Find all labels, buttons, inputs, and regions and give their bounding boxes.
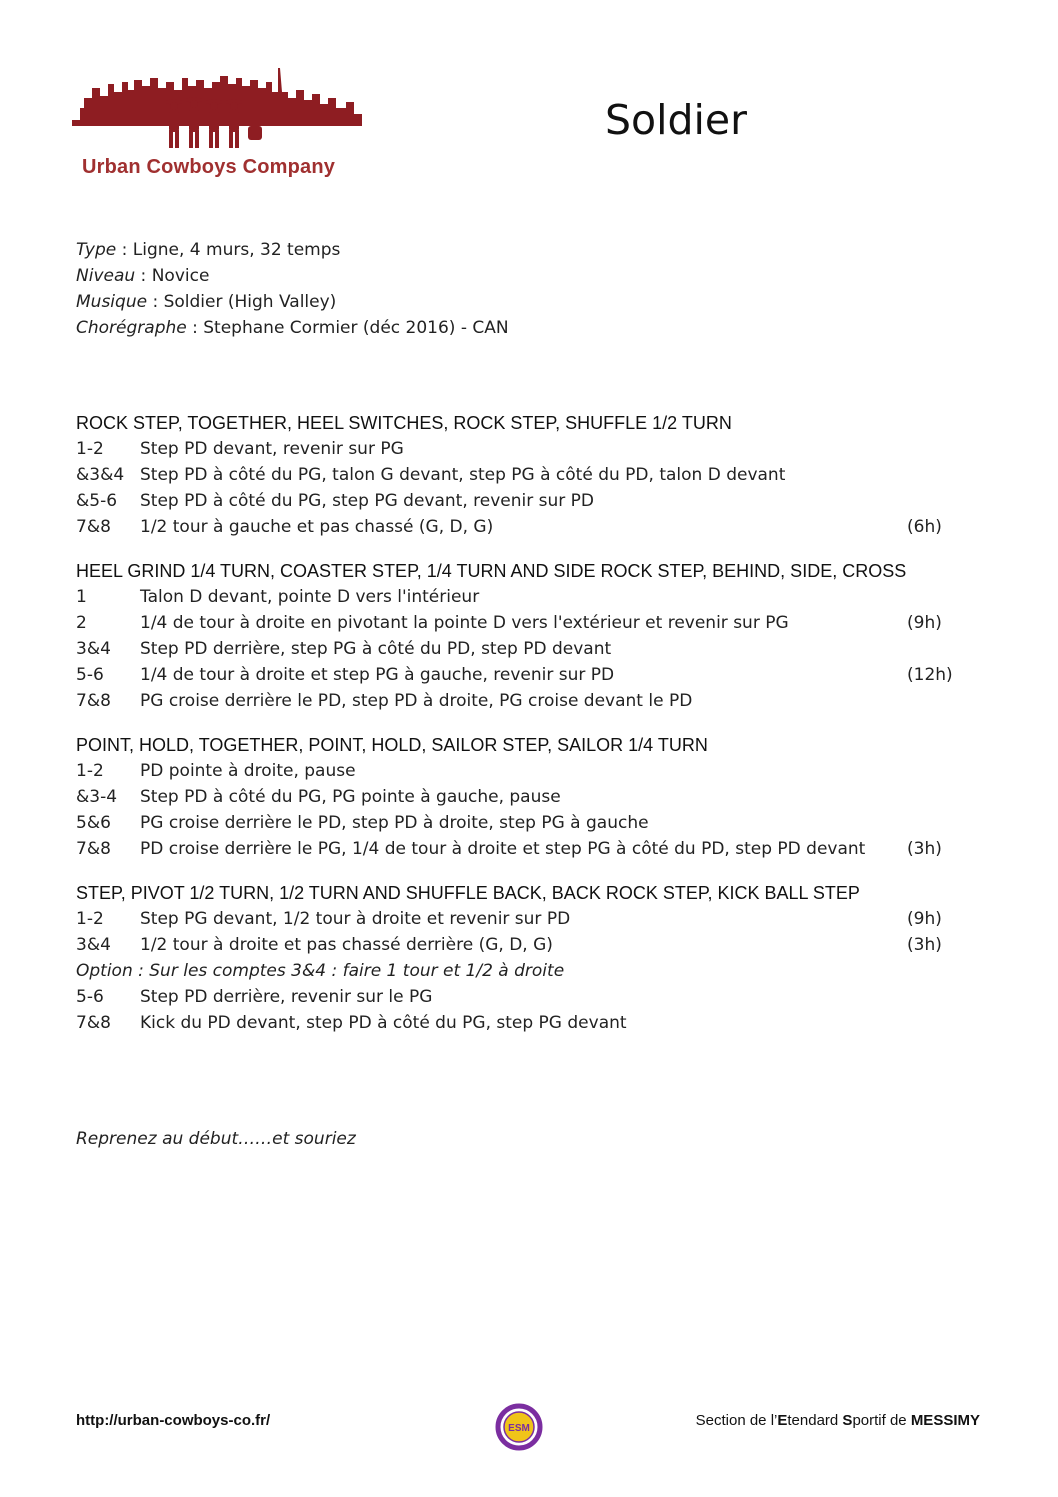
step-count: 1	[76, 587, 87, 607]
step-desc: 1/4 de tour à droite et step PG à gauche, revenir sur PD	[140, 665, 615, 685]
step-desc: Kick du PD devant, step PD à côté du PG, step PG devant	[140, 1013, 627, 1033]
step-desc: Step PD à côté du PG, PG pointe à gauche, pause	[140, 787, 561, 807]
footer-word-tendard: tendard	[787, 1412, 843, 1429]
esm-logo-icon	[492, 1402, 546, 1452]
step-dir: (3h)	[907, 935, 942, 955]
step-dir: (12h)	[907, 665, 953, 685]
step-section	[76, 880, 976, 1036]
section-title: STEP, PIVOT 1/2 TURN, 1/2 TURN AND SHUFFLE BACK, BACK ROCK STEP, KICK BALL STEP	[76, 883, 860, 903]
step-count: 5&6	[76, 813, 111, 833]
step-count: 3&4	[76, 639, 111, 659]
step-count: 1-2	[76, 439, 104, 459]
section-title: ROCK STEP, TOGETHER, HEEL SWITCHES, ROCK STEP, SHUFFLE 1/2 TURN	[76, 413, 732, 433]
info-key: Musique	[76, 292, 148, 312]
step-row	[76, 784, 976, 810]
step-desc: Step PD derrière, revenir sur le PG	[140, 987, 433, 1007]
step-row	[76, 810, 976, 836]
info-value: Ligne, 4 murs, 32 temps	[132, 240, 341, 260]
step-count: &3&4	[76, 465, 125, 485]
step-desc: PG croise derrière le PD, step PD à droite, PG croise devant le PD	[140, 691, 693, 711]
step-desc: Step PG devant, 1/2 tour à droite et revenir sur PD	[140, 909, 571, 929]
step-count: 7&8	[76, 839, 111, 859]
footer-section-prefix: Section de l’	[695, 1412, 778, 1429]
info-separator: :	[147, 292, 164, 312]
info-line	[76, 237, 509, 263]
step-count: 1-2	[76, 909, 104, 929]
step-desc: PD pointe à droite, pause	[140, 761, 356, 781]
info-value: Novice	[151, 266, 210, 286]
step-desc: Step PD à côté du PG, step PG devant, revenir sur PD	[140, 491, 594, 511]
step-dir: (3h)	[907, 839, 942, 859]
step-count: &5-6	[76, 491, 118, 511]
info-line	[76, 289, 509, 315]
company-name: Urban Cowboys Company	[82, 156, 336, 178]
footer-website-link[interactable]: http://urban-cowboys-co.fr/	[76, 1412, 271, 1429]
step-row	[76, 462, 976, 488]
info-key: Type	[76, 240, 117, 260]
info-value: Soldier (High Valley)	[163, 292, 337, 312]
dance-info	[76, 237, 509, 341]
step-section	[76, 410, 976, 540]
step-desc: PD croise derrière le PG, 1/4 de tour à droite et step PG à côté du PD, step PD devant	[140, 839, 866, 859]
step-count: 5-6	[76, 665, 104, 685]
step-dir: (6h)	[907, 517, 942, 537]
info-separator: :	[135, 266, 152, 286]
step-desc: Step PD devant, revenir sur PG	[140, 439, 404, 459]
step-row	[76, 610, 976, 636]
step-count: 7&8	[76, 691, 111, 711]
step-row	[76, 688, 976, 714]
step-row	[76, 636, 976, 662]
step-count: 5-6	[76, 987, 104, 1007]
info-value: Stephane Cormier (déc 2016) - CAN	[203, 318, 509, 338]
esm-badge-text: ESM	[508, 1423, 530, 1434]
info-key: Niveau	[76, 266, 136, 286]
footer-letter-e: E	[777, 1412, 788, 1429]
footer-section-text	[696, 1412, 980, 1429]
info-separator: :	[116, 240, 133, 260]
step-count: 1-2	[76, 761, 104, 781]
step-section	[76, 558, 976, 714]
dance-title: Soldier	[605, 96, 747, 144]
footer-word-portif: portif de	[852, 1412, 911, 1429]
step-row	[76, 1010, 976, 1036]
step-desc: 1/4 de tour à droite en pivotant la pointe D vers l'extérieur et revenir sur PG	[140, 613, 789, 633]
step-desc: 1/2 tour à droite et pas chassé derrière (G, D, G)	[140, 935, 553, 955]
step-row	[76, 984, 976, 1010]
step-desc: 1/2 tour à gauche et pas chassé (G, D, G)	[140, 517, 494, 537]
step-section	[76, 732, 976, 862]
step-desc: Step PD derrière, step PG à côté du PD, step PD devant	[140, 639, 612, 659]
step-row	[76, 932, 976, 958]
city-skyline-logo-icon	[70, 68, 370, 158]
info-line	[76, 315, 509, 341]
section-title: POINT, HOLD, TOGETHER, POINT, HOLD, SAILOR STEP, SAILOR 1/4 TURN	[76, 735, 708, 755]
step-desc: PG croise derrière le PD, step PD à droite, step PG à gauche	[140, 813, 649, 833]
step-count: 3&4	[76, 935, 111, 955]
esm-badge	[492, 1402, 546, 1452]
step-desc: Talon D devant, pointe D vers l'intérieur	[140, 587, 480, 607]
step-desc: Step PD à côté du PG, talon G devant, step PG à côté du PD, talon D devant	[140, 465, 786, 485]
step-dir: (9h)	[907, 909, 942, 929]
step-count: 7&8	[76, 1013, 111, 1033]
footer-messimy: MESSIMY	[910, 1412, 980, 1429]
step-dir: (9h)	[907, 613, 942, 633]
step-row	[76, 662, 976, 688]
step-row	[76, 758, 976, 784]
step-row	[76, 584, 976, 610]
footer-letter-s: S	[842, 1412, 853, 1429]
info-line	[76, 263, 509, 289]
step-row	[76, 836, 976, 862]
step-row	[76, 906, 976, 932]
info-separator: :	[186, 318, 204, 338]
step-row	[76, 514, 976, 540]
section-title: HEEL GRIND 1/4 TURN, COASTER STEP, 1/4 TURN AND SIDE ROCK STEP, BEHIND, SIDE, CROSS	[76, 561, 907, 581]
option-note: Option : Sur les comptes 3&4 : faire 1 tour et 1/2 à droite	[76, 961, 565, 981]
step-count: &3-4	[76, 787, 118, 807]
closing-note: Reprenez au début……et souriez	[76, 1129, 356, 1149]
step-count: 2	[76, 613, 87, 633]
step-sheet	[76, 410, 976, 1054]
info-key: Chorégraphe	[76, 318, 187, 338]
step-count: 7&8	[76, 517, 111, 537]
step-row	[76, 488, 976, 514]
step-row	[76, 436, 976, 462]
